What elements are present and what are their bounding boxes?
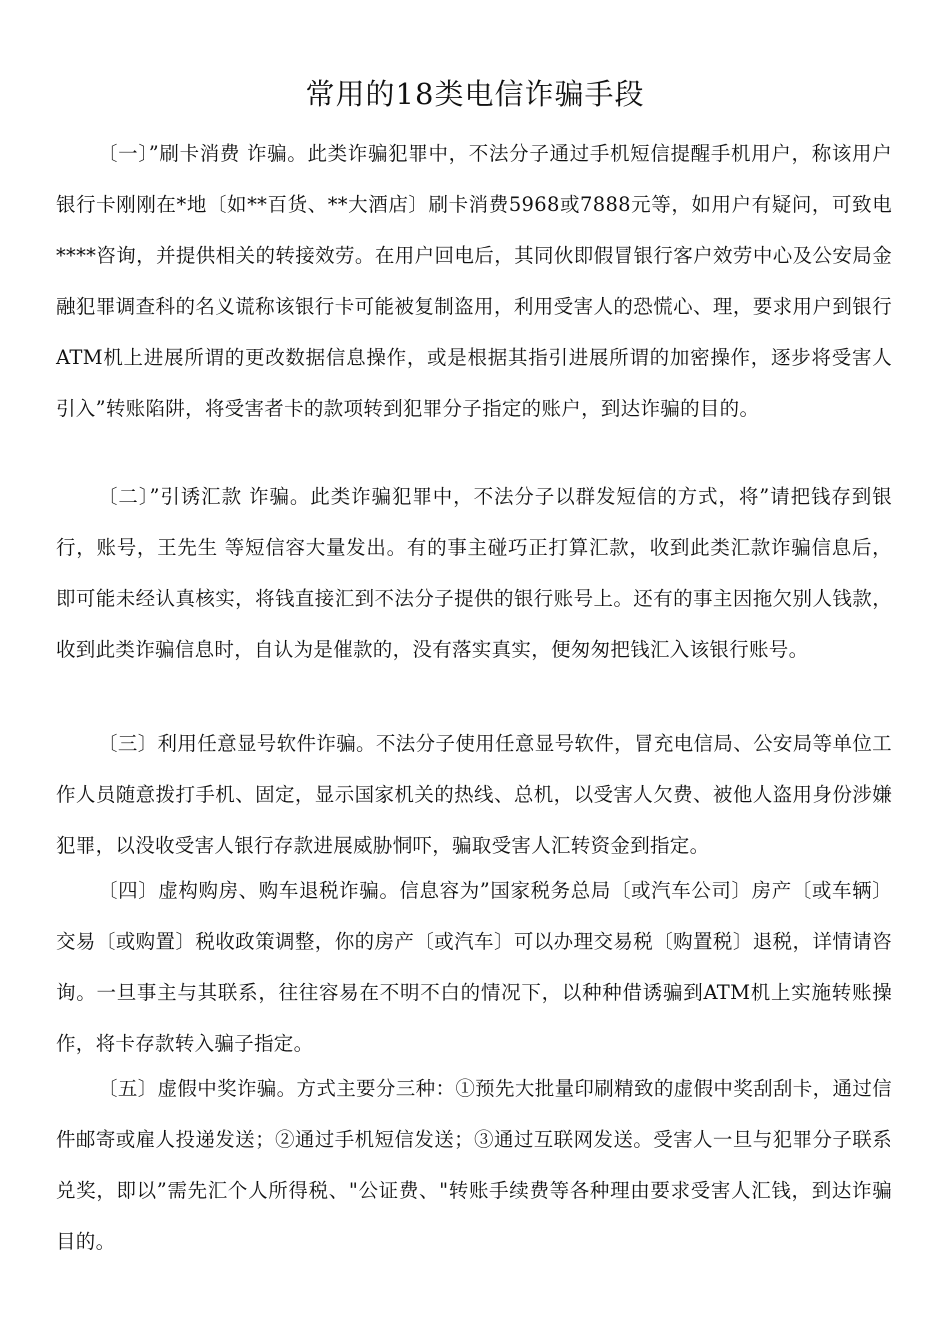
paragraph-caller-id-fraud: 〔三〕利用任意显号软件诈骗。不法分子使用任意显号软件，冒充电信局、公安局等单位工作人员随意拨打手机、固定，显示国家机关的热线、总机，以受害人欠费、被他人盗用身份涉嫌犯罪，以没收受害人银行存款进展威胁恫吓，骗取受害人汇转资金到指定。	[56, 732, 892, 857]
paragraph-tax-refund-fraud: 〔四〕虚构购房、购车退税诈骗。信息容为”国家税务总局〔或汽车公司〕房产〔或车辆〕交易〔或购置〕税收政策调整，你的房产〔或汽车〕可以办理交易税〔购置税〕退税，详情请咨询。一旦事主与其联系，往往容易在不明不白的情况下，以种种借诱骗到ATM机上实施转账操作，将卡存款转入骗子指定。	[56, 879, 892, 1055]
paragraph-prize-fraud: 〔五〕虚假中奖诈骗。方式主要分三种：①预先大批量印刷精致的虚假中奖刮刮卡，通过信件邮寄或雇人投递发送；②通过手机短信发送；③通过互联网发送。受害人一旦与犯罪分子联系兑奖，即以”需先汇个人所得税、"公证费、"转账手续费等各种理由要求受害人汇钱，到达诈骗目的。	[56, 1077, 892, 1253]
document-title: 常用的18类电信诈骗手段	[305, 77, 645, 111]
paragraph-card-fraud: 〔一〕”刷卡消费 诈骗。此类诈骗犯罪中，不法分子通过手机短信提醒手机用户，称该用户银行卡刚刚在*地〔如**百货、**大酒店〕刷卡消费5968或7888元等，如用户有疑问，可致电****咨询，并提供相关的转接效劳。在用户回电后，其同伙即假冒银行客户效劳中心及公安局金融犯罪调查科的名义谎称该银行卡可能被复制盗用，利用受害人的恐慌心、理，要求用户到银行ATM机上进展所谓的更改数据信息操作，或是根据其指引进展所谓的加密操作，逐步将受害人引入”转账陷阱，将受害者卡的款项转到犯罪分子指定的账户，到达诈骗的目的。	[56, 142, 892, 420]
paragraph-remittance-fraud: 〔二〕”引诱汇款 诈骗。此类诈骗犯罪中，不法分子以群发短信的方式，将”请把钱存到银行，账号，王先生 等短信容大量发出。有的事主碰巧正打算汇款，收到此类汇款诈骗信息后，即可能未经认真核实，将钱直接汇到不法分子提供的银行账号上。还有的事主因拖欠别人钱款，收到此类诈骗信息时，自认为是催款的，没有落实真实，便匆匆把钱汇入该银行账号。	[56, 485, 892, 661]
